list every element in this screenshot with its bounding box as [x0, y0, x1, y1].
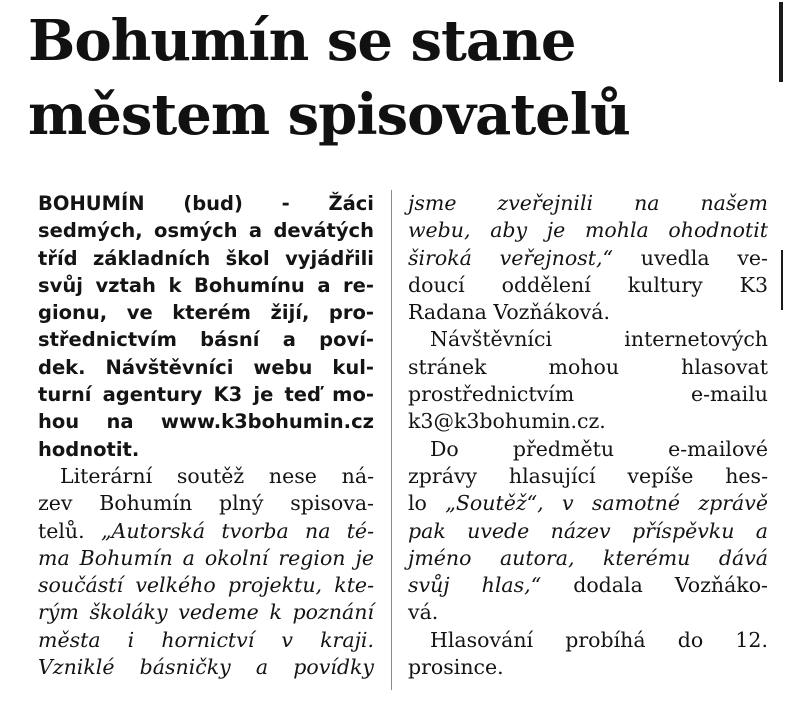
- text-line: hodnotit.: [38, 437, 140, 461]
- text-line: dek. Návštěvníci webu kul-: [38, 355, 374, 379]
- quote-span: široká veřejnost,“: [408, 245, 613, 270]
- text-line: prosince.: [408, 655, 504, 680]
- quote-line: součástí velkého projektu, kte-: [38, 573, 374, 598]
- text-line: turní agentury K3 je teď mo-: [38, 383, 374, 407]
- column-divider: [391, 190, 392, 690]
- text-line: vá.: [408, 600, 439, 625]
- quote-span: „Autorská tvorba na té-: [100, 518, 374, 543]
- text-line: k3@k3bohumin.cz.: [408, 409, 606, 434]
- text-line: střednictvím básní a poví-: [38, 328, 374, 352]
- text-line: sedmých, osmých a devátých: [38, 219, 374, 243]
- headline-line-2: městem spisovatelů: [28, 82, 630, 148]
- text-line: tříd základních škol vyjádřili: [38, 246, 374, 270]
- text-span: uvedla ve-: [612, 245, 768, 270]
- text-line: hou na www.k3bohumin.cz: [38, 410, 374, 434]
- body-paragraph: [408, 627, 768, 682]
- body-paragraph: [408, 436, 768, 627]
- text-line: Návštěvníci internetových: [430, 327, 768, 352]
- text-line: gionu, ve kterém žijí, pro-: [38, 301, 374, 325]
- text-line: [408, 490, 768, 517]
- text-span: telů.: [38, 518, 101, 543]
- text-line: doucí oddělení kultury K3: [408, 272, 768, 297]
- scan-edge-mark: [781, 250, 783, 310]
- text-line: svůj vztah k Bohumínu a re-: [38, 273, 374, 297]
- text-line: BOHUMÍN (bud) - Žáci: [38, 192, 374, 215]
- lead-paragraph: [38, 190, 374, 463]
- text-line: Hlasování probíhá do 12.: [430, 627, 768, 652]
- body-paragraph: [38, 463, 374, 681]
- text-line: [408, 572, 768, 599]
- text-line: zprávy hlasující vepíše hes-: [408, 463, 768, 488]
- article-column-left: [38, 190, 374, 681]
- headline: [28, 4, 768, 152]
- quote-span: „Soutěž“, v samotné zprávě: [445, 491, 768, 516]
- text-line: stránek mohou hlasovat: [408, 354, 768, 379]
- text-line: Do předmětu e-mailové: [430, 436, 768, 461]
- text-line: prostřednictvím e-mailu: [408, 382, 768, 407]
- quote-line: rým školáky vedeme k poznání: [38, 600, 374, 625]
- quote-line: ma Bohumín a okolní region je: [38, 545, 374, 570]
- text-line: [38, 518, 374, 545]
- quote-span: svůj hlas,“: [408, 573, 542, 598]
- text-span: lo: [408, 491, 446, 516]
- quote-line: webu, aby je mohla ohodnotit: [408, 218, 768, 243]
- text-line: [408, 245, 768, 272]
- quote-line: jsme zveřejnili na našem: [408, 191, 768, 215]
- scan-edge-mark: [779, 2, 783, 82]
- body-paragraph: [408, 190, 768, 326]
- body-paragraph: [408, 326, 768, 435]
- quote-line: jméno autora, kterému dává: [408, 545, 768, 570]
- headline-line-1: Bohumín se stane: [28, 8, 576, 74]
- text-line: Literární soutěž nese ná-: [60, 463, 374, 488]
- text-span: dodala Vozňáko-: [541, 573, 768, 598]
- quote-line: Vzniklé básničky a povídky: [38, 655, 374, 680]
- article-column-right: [408, 190, 768, 681]
- text-line: zev Bohumín plný spisova-: [38, 491, 374, 516]
- quote-line: pak uvede název příspěvku a: [408, 518, 768, 543]
- text-line: Radana Vozňáková.: [408, 300, 610, 325]
- quote-line: města i hornictví v kraji.: [38, 627, 374, 652]
